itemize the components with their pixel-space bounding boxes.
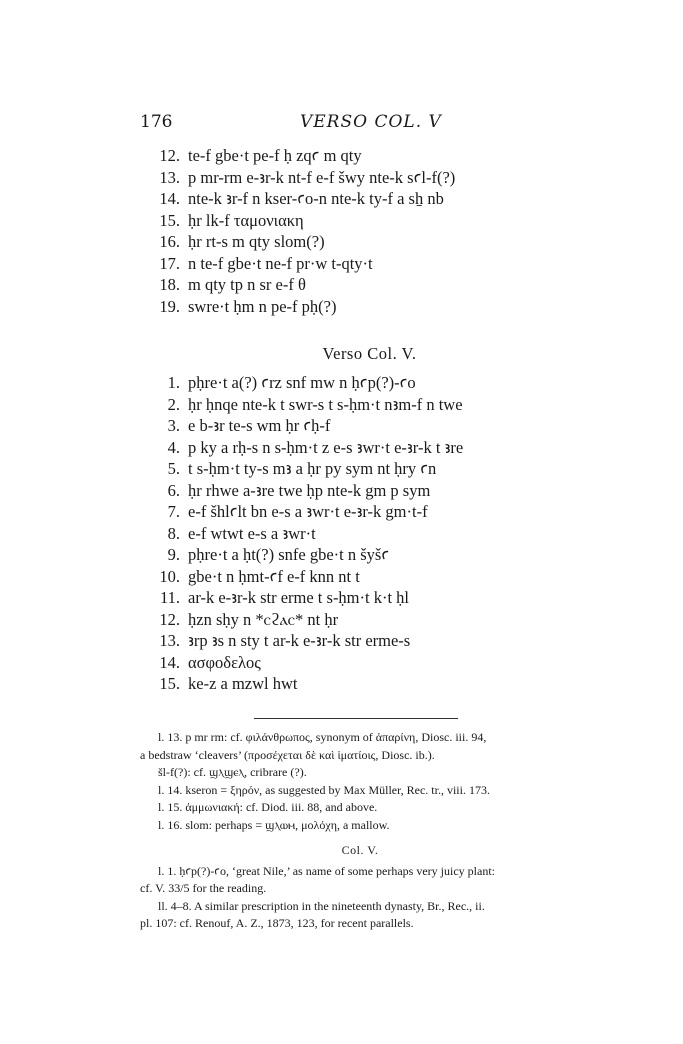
- line-text: ke-z a mzwl hwt: [188, 674, 298, 693]
- line-number: 9.: [167, 545, 180, 564]
- line-number: 1.: [167, 373, 180, 392]
- text-line: [140, 189, 580, 211]
- line-text: m qty tp n sr e-f θ: [188, 275, 306, 294]
- text-line: [140, 545, 580, 567]
- line-number: 10.: [159, 566, 180, 586]
- line-text: ḥr rt-s m qty slom(?): [188, 232, 325, 251]
- line-text: p ky a rḥ-s n s-ḥm·t z e-s ꜣwr·t e-ꜣr-k t ꜣre: [188, 437, 464, 457]
- prev-column-lines: [140, 146, 580, 318]
- line-text: p mr-rm e-ꜣr-k nt-f e-f šwy nte-k sꜥl-f(?): [188, 167, 456, 187]
- line-text: pḥre·t a(?) ꜥrz snf mw n ḥꜥp(?)-ꜥo: [188, 373, 416, 392]
- text-line: [140, 373, 580, 395]
- text-line: [140, 254, 580, 276]
- footnote-rule: [254, 718, 458, 719]
- text-line: [140, 438, 580, 460]
- line-number: 5.: [167, 459, 180, 478]
- page-number: 176: [140, 112, 173, 132]
- line-number: 6.: [167, 480, 180, 500]
- text-line: [140, 232, 580, 254]
- line-text: ꜣrp ꜣs n sty t ar-k e-ꜣr-k str erme-s: [188, 631, 411, 650]
- text-line: [140, 459, 580, 481]
- line-text: e-f šhlꜥlt bn e-s a ꜣwr·t e-ꜣr-k gm·t-f: [188, 502, 428, 521]
- note-line: cf. V. 33/5 for the reading.: [140, 881, 267, 895]
- line-number: 2.: [167, 394, 180, 414]
- line-text: pḥre·t a ḥt(?) snfe gbe·t n šyšꜥ: [188, 545, 390, 564]
- text-line: [140, 502, 580, 524]
- note-line: l. 1. ḥꜥp(?)-ꜥo, ‘great Nile,’ as name of some perhaps very juicy plant:: [158, 863, 495, 878]
- footnote-line: a bedstraw ‘cleavers’ (προσέχεται δὲ καὶ ἱματίοις, Diosc. ib.).: [140, 747, 435, 762]
- line-text: ḥr rhwe a-ꜣre twe ḥp nte-k gm p sym: [188, 480, 431, 500]
- text-line: [140, 674, 580, 696]
- line-number: 16.: [159, 232, 180, 251]
- line-number: 14.: [159, 652, 180, 672]
- notes-heading: Col. V.: [341, 843, 379, 857]
- footnote-line: l. 14. kseron = ξηρόν, as suggested by Max Müller, Rec. tr., viii. 173.: [158, 782, 490, 797]
- running-head: VERSO COL. V: [300, 112, 442, 132]
- text-line: [140, 481, 580, 503]
- line-text: ar-k e-ꜣr-k str erme t s-ḥm·t k·t ḥl: [188, 588, 410, 607]
- line-text: t s-ḥm·t ty-s mꜣ a ḥr py sym nt ḥry ꜥn: [188, 459, 437, 478]
- footnote-line: l. 15. ἀμμωνιακή: cf. Diod. iii. 88, and above.: [158, 800, 378, 814]
- line-number: 4.: [167, 437, 180, 457]
- note-line: ll. 4–8. A similar prescription in the nineteenth dynasty, Br., Rec., ii.: [158, 898, 485, 913]
- text-line: [140, 588, 580, 610]
- footnote-line: l. 13. p mr rm: cf. φιλάνθρωπος, synonym of ἀπαρίνη, Diosc. iii. 94,: [158, 730, 487, 744]
- line-number: 11.: [159, 588, 180, 607]
- line-number: 17.: [159, 253, 180, 273]
- line-text: ḥr lk-f ταμονιακη: [188, 210, 304, 230]
- line-text: n te-f gbe·t ne-f pr·w t-qty·t: [188, 253, 373, 273]
- line-text: swre·t ḥm n pe-f pḥ(?): [188, 296, 337, 316]
- footnote-line: l. 16. slom: perhaps = ϣⲗⲱⲙ, μολόχη, a mallow.: [158, 817, 390, 832]
- footnotes: [140, 729, 580, 933]
- line-number: 13.: [159, 631, 180, 650]
- line-text: e-f wtwt e-s a ꜣwr·t: [188, 523, 316, 543]
- line-number: 15.: [159, 674, 180, 693]
- footnote-line: šl-f(?): cf. ϣⲗϣⲉⲗ, cribrare (?).: [158, 765, 307, 779]
- line-number: 12.: [159, 609, 180, 629]
- line-number: 8.: [167, 523, 180, 543]
- text-line: [140, 395, 580, 417]
- line-text: nte-k ꜣr-f n kser-ꜥo-n nte-k ty-f a sẖ nb: [188, 189, 444, 208]
- line-number: 7.: [167, 502, 180, 521]
- text-line: [140, 631, 580, 653]
- line-number: 19.: [159, 296, 180, 316]
- text-line: [140, 416, 580, 438]
- col-v-lines: [140, 373, 580, 696]
- line-number: 13.: [159, 167, 180, 187]
- text-line: [140, 275, 580, 297]
- text-line: [140, 610, 580, 632]
- line-number: 3.: [167, 416, 180, 435]
- line-text: te-f gbe·t pe-f ḥ zqꜥ m qty: [188, 146, 362, 165]
- line-text: e b-ꜣr te-s wm ḥr ꜥḥ-f: [188, 416, 331, 435]
- text-line: [140, 168, 580, 190]
- line-text: ḥr ḥnqe nte-k t swr-s t s-ḥm·t nꜣm-f n twe: [188, 394, 463, 414]
- line-number: 14.: [159, 189, 180, 208]
- line-number: 18.: [159, 275, 180, 294]
- section-heading: Verso Col. V.: [322, 344, 417, 363]
- text-line: [140, 653, 580, 675]
- text-line: [140, 567, 580, 589]
- line-number: 12.: [159, 146, 180, 165]
- note-line: pl. 107: cf. Renouf, A. Z., 1873, 123, for recent parallels.: [140, 916, 414, 930]
- text-line: [140, 211, 580, 233]
- text-line: [140, 146, 580, 168]
- line-number: 15.: [159, 210, 180, 230]
- text-line: [140, 524, 580, 546]
- text-line: [140, 297, 580, 319]
- line-text: ασφοδελος: [188, 652, 261, 672]
- line-text: gbe·t n ḥmt-ꜥf e-f knn nt t: [188, 566, 360, 586]
- line-text: ḥzn sḥy n *ⲥϩⲁⲥ* nt ḥr: [188, 609, 339, 629]
